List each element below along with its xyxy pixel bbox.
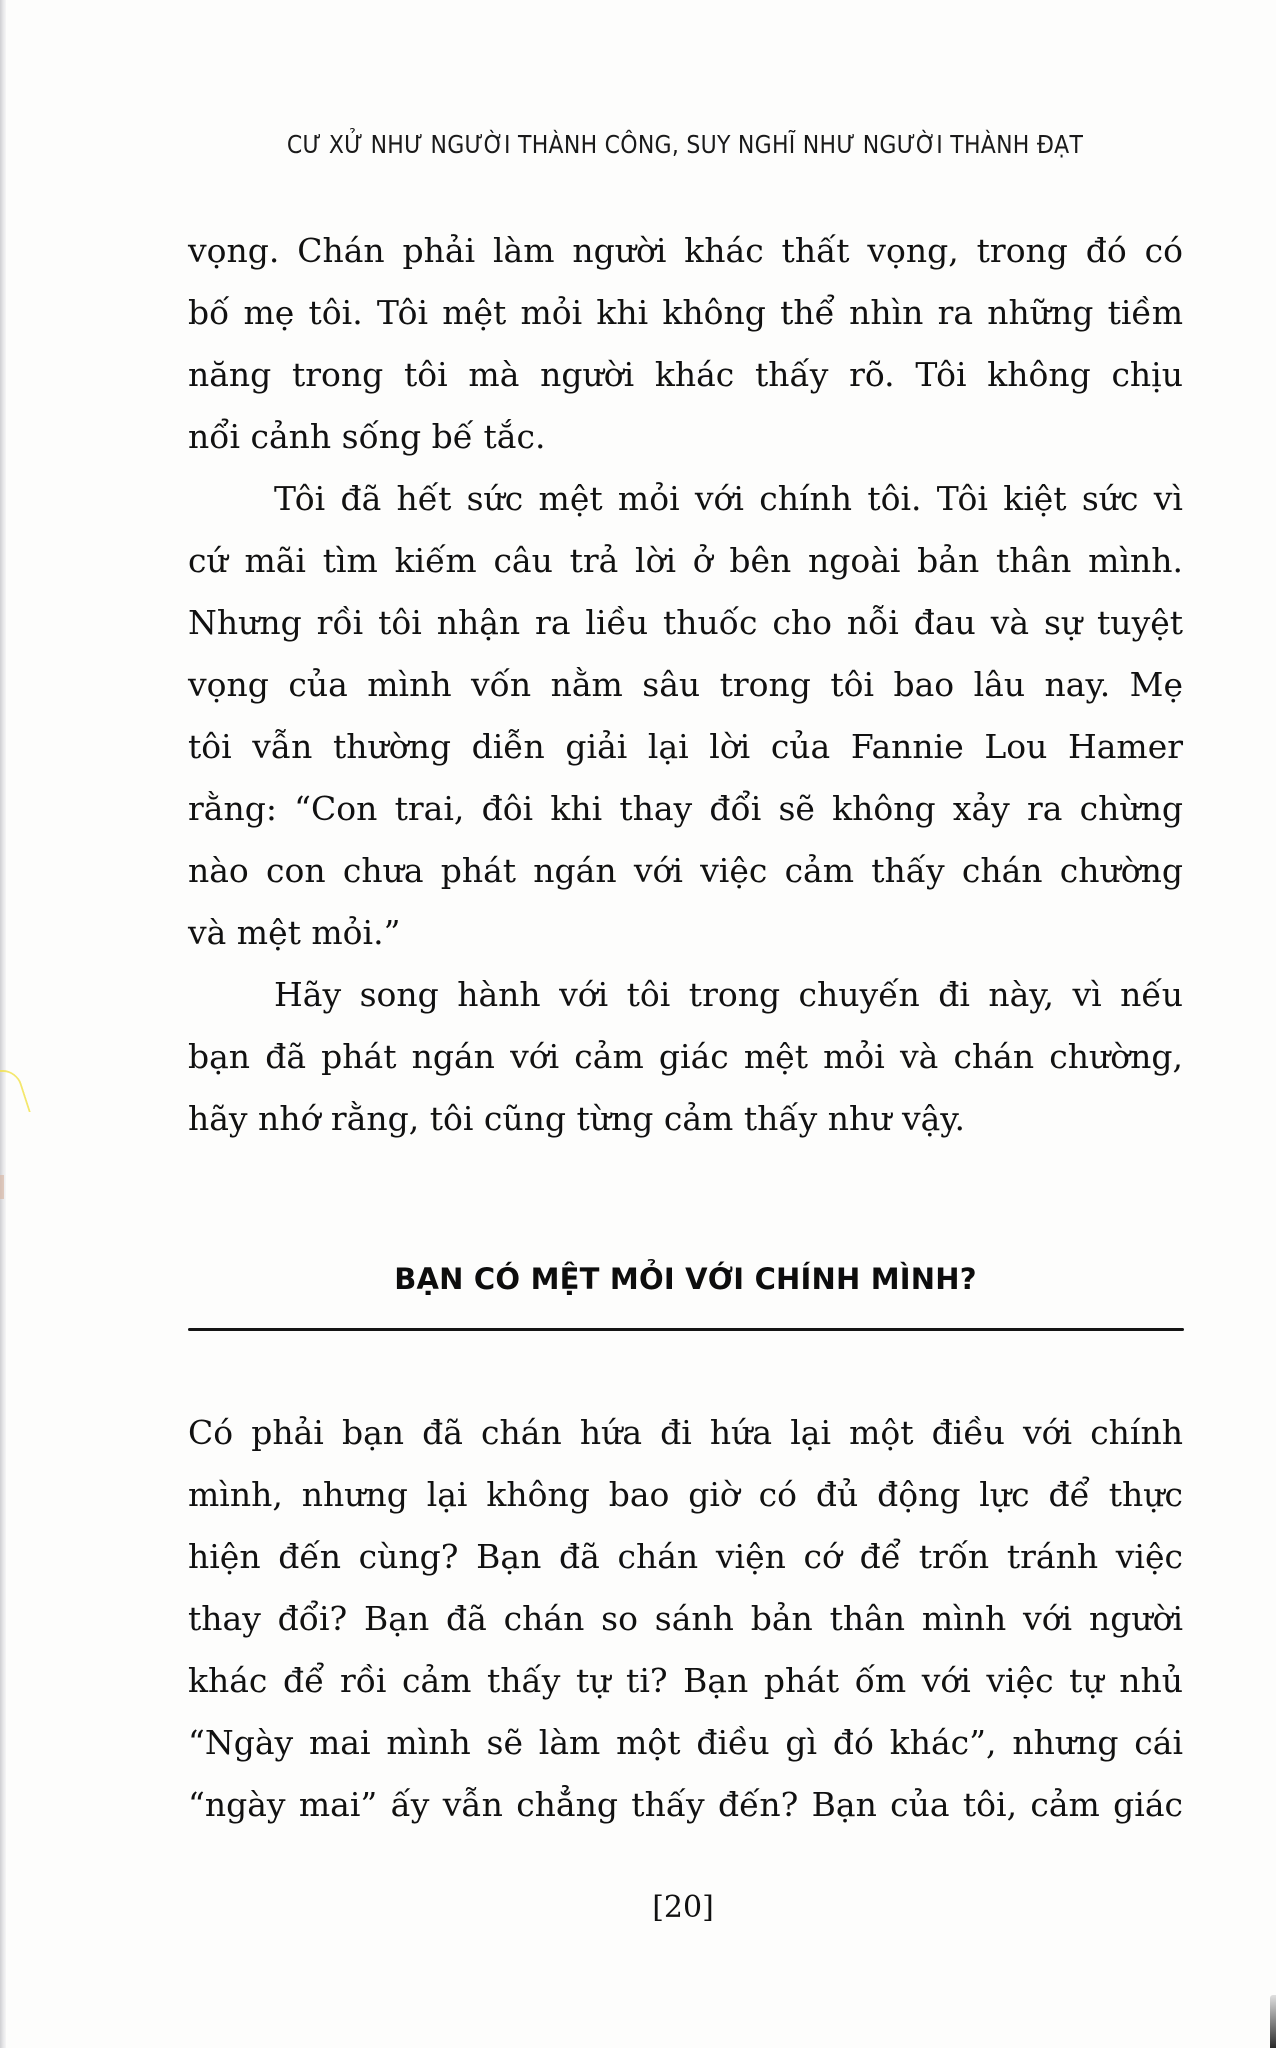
body-line: nào con chưa phát ngán với việc cảm thấy chán chường	[188, 851, 1183, 890]
body-line: năng trong tôi mà người khác thấy rõ. Tôi không chịu	[188, 355, 1183, 394]
body-line: bạn đã phát ngán với cảm giác mệt mỏi và chán chường,	[188, 1037, 1183, 1076]
body-line: và mệt mỏi.”	[188, 913, 401, 952]
body-line: “ngày mai” ấy vẫn chẳng thấy đến? Bạn của tôi, cảm giác	[188, 1785, 1183, 1824]
body-line: Có phải bạn đã chán hứa đi hứa lại một điều với chính	[188, 1413, 1183, 1452]
body-line: Hãy song hành với tôi trong chuyến đi này, vì nếu	[274, 975, 1183, 1014]
body-line: vọng của mình vốn nằm sâu trong tôi bao lâu nay. Mẹ	[188, 665, 1183, 704]
section1-body-p3	[188, 964, 1183, 1164]
running-header: CƯ XỬ NHƯ NGƯỜI THÀNH CÔNG, SUY NGHĨ NHƯ NGƯỜI THÀNH ĐẠT	[286, 130, 1084, 159]
body-line: hiện đến cùng? Bạn đã chán viện cớ để trốn tránh việc	[188, 1537, 1183, 1576]
body-line: hãy nhớ rằng, tôi cũng từng cảm thấy như vậy.	[188, 1099, 966, 1138]
body-line: nổi cảnh sống bế tắc.	[188, 417, 546, 456]
body-line: “Ngày mai mình sẽ làm một điều gì đó khác”, nhưng cái	[188, 1723, 1183, 1762]
body-line: tôi vẫn thường diễn giải lại lời của Fannie Lou Hamer	[188, 727, 1183, 766]
page-edge	[0, 0, 6, 2048]
body-line: vọng. Chán phải làm người khác thất vọng, trong đó có	[188, 231, 1183, 270]
section-heading: BẠN CÓ MỆT MỎI VỚI CHÍNH MÌNH?	[394, 1262, 977, 1296]
page-corner-shadow	[1270, 1995, 1276, 2048]
body-line: bố mẹ tôi. Tôi mệt mỏi khi không thể nhìn ra những tiềm	[188, 293, 1183, 332]
page-number: [20]	[652, 1890, 714, 1925]
body-line: cứ mãi tìm kiếm câu trả lời ở bên ngoài bản thân mình.	[188, 541, 1183, 580]
body-line: mình, nhưng lại không bao giờ có đủ động lực để thực	[188, 1475, 1183, 1514]
page-edge-color-mark	[0, 1175, 4, 1199]
body-line: thay đổi? Bạn đã chán so sánh bản thân mình với người	[188, 1599, 1183, 1638]
body-line: Nhưng rồi tôi nhận ra liều thuốc cho nỗi đau và sự tuyệt	[188, 603, 1183, 642]
section-divider-rule	[188, 1328, 1184, 1331]
section2-body	[188, 1402, 1183, 1842]
body-line: rằng: “Con trai, đôi khi thay đổi sẽ không xảy ra chừng	[188, 789, 1183, 828]
section1-body-p2	[188, 468, 1183, 968]
body-line: khác để rồi cảm thấy tự ti? Bạn phát ốm với việc tự nhủ	[188, 1661, 1183, 1700]
body-line: Tôi đã hết sức mệt mỏi với chính tôi. Tôi kiệt sức vì	[274, 479, 1183, 518]
page-edge-highlight-mark	[0, 1070, 31, 1112]
